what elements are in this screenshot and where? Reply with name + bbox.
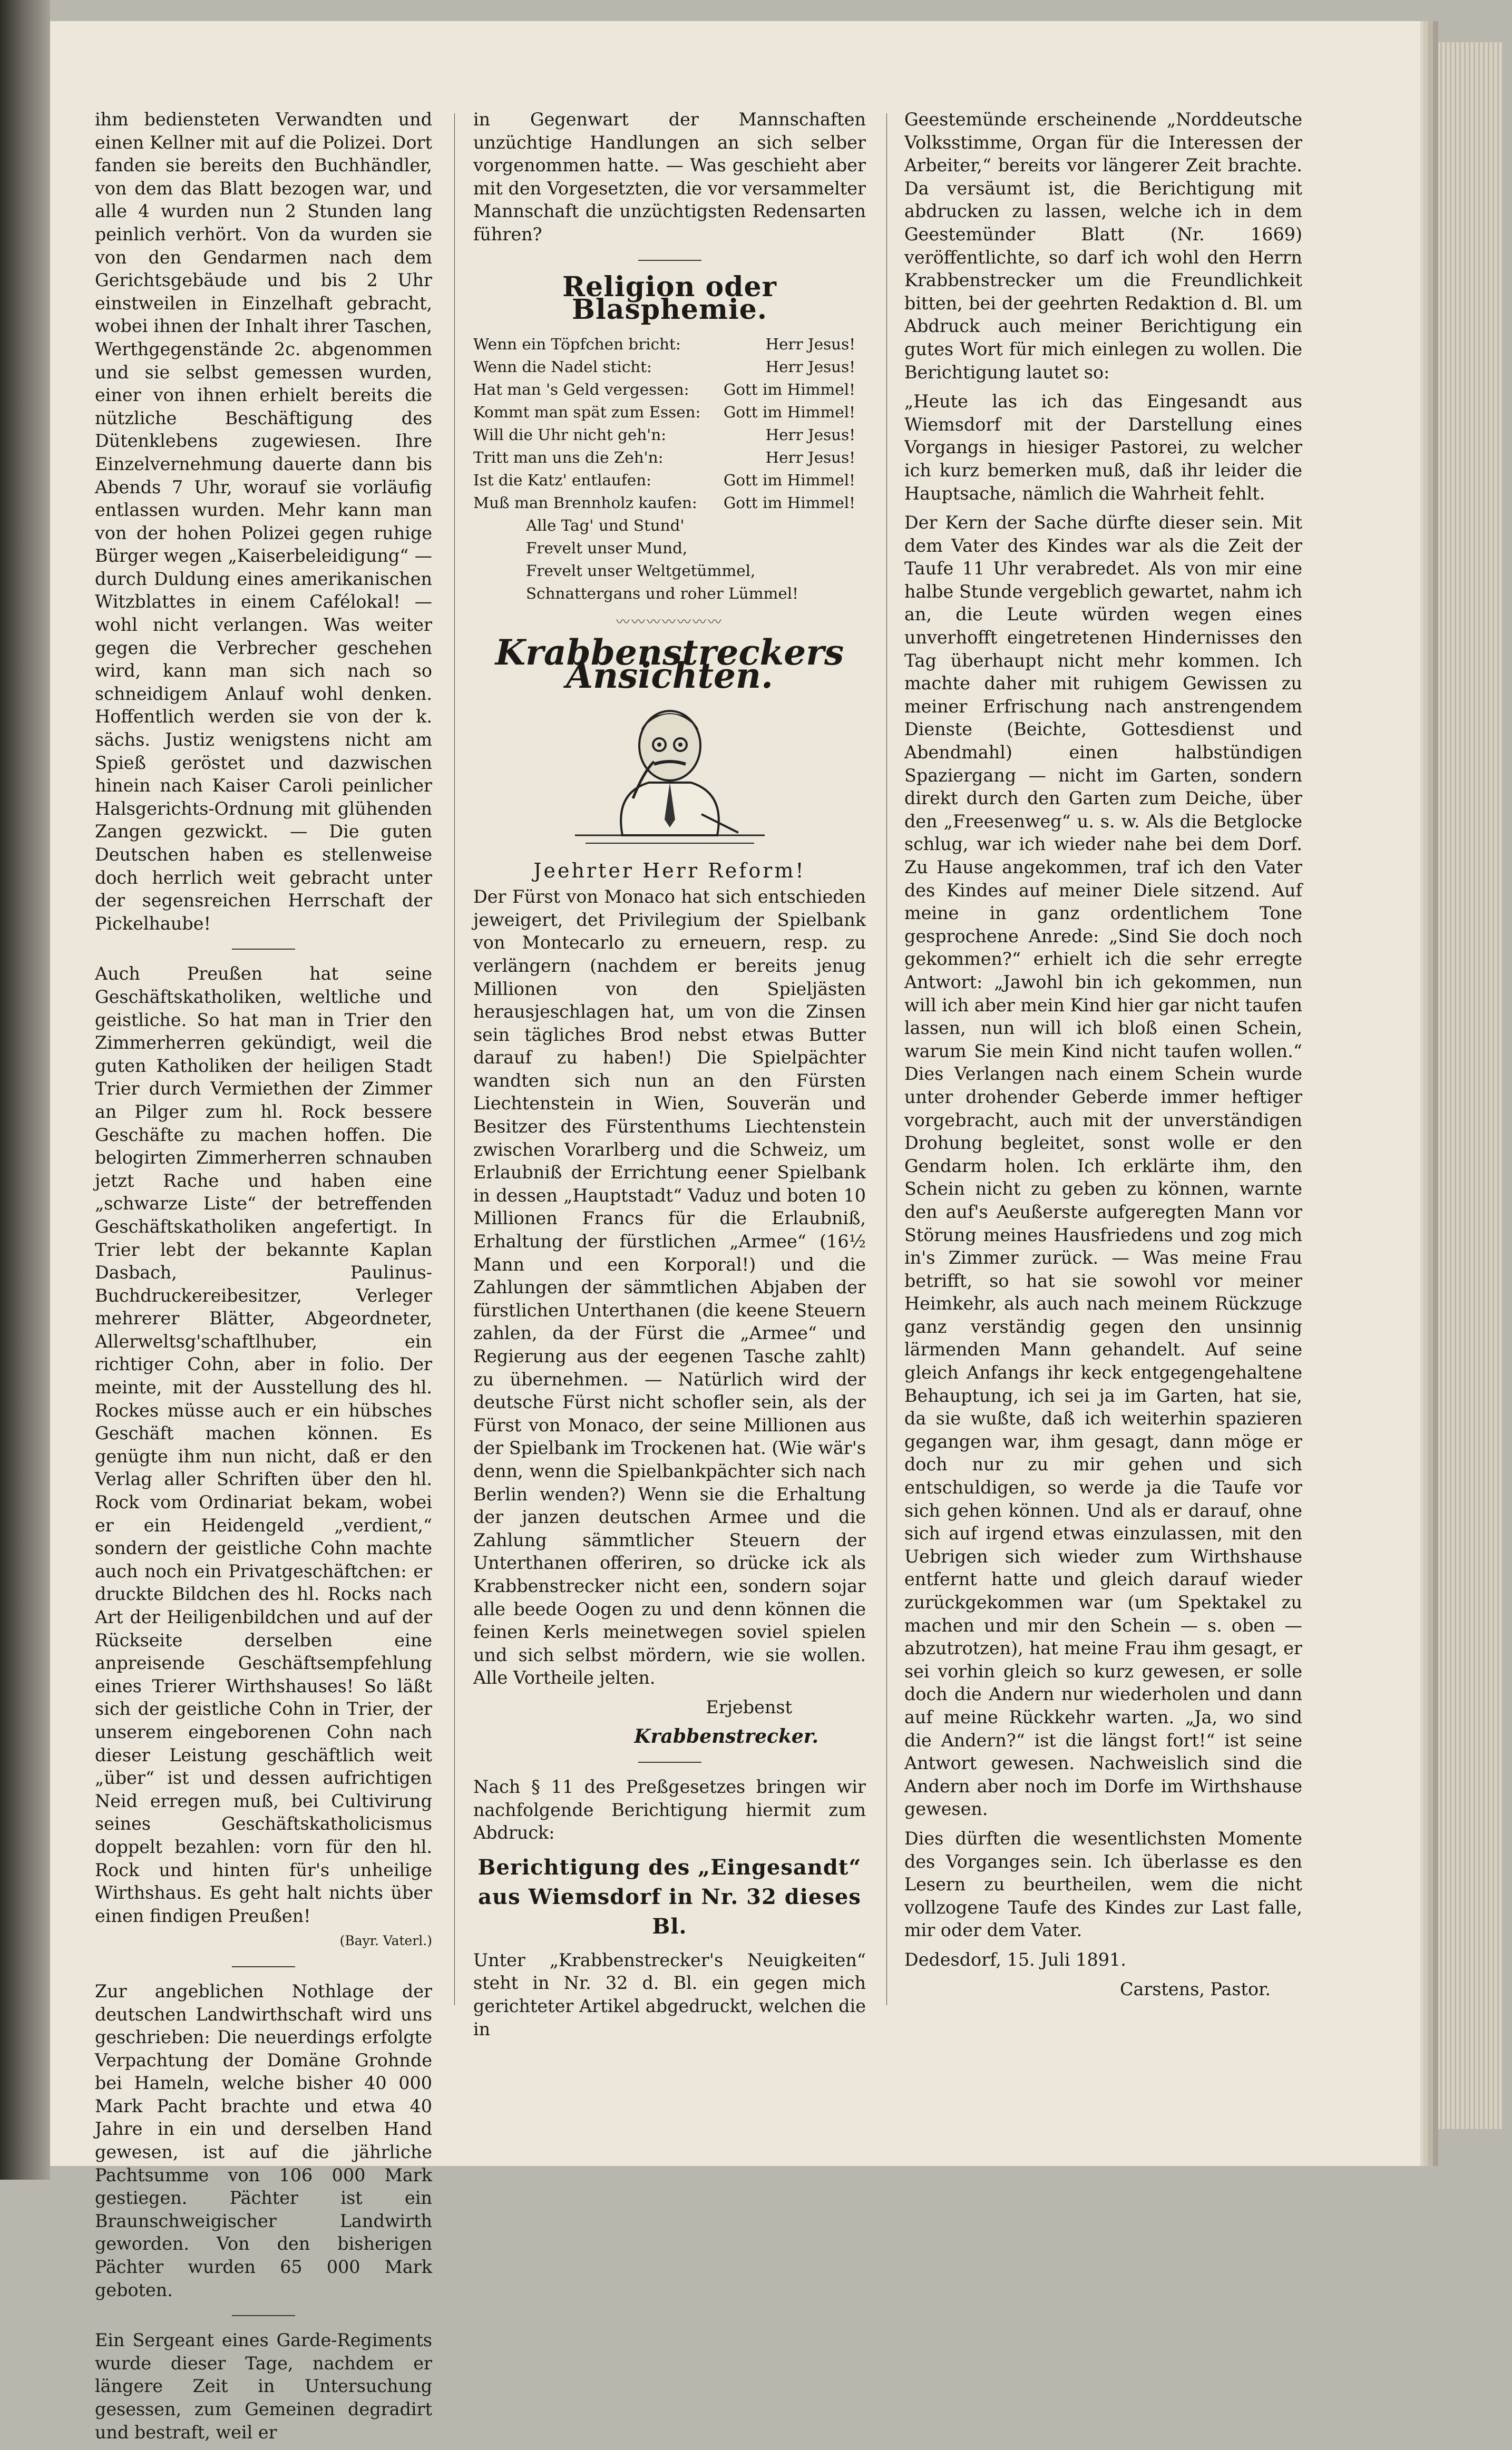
poem-tail-line: Frevelt unser Weltgetümmel,	[526, 561, 756, 580]
poem-answer: Herr Jesus!	[765, 335, 855, 353]
pastor-signature: Carstens, Pastor.	[1119, 1978, 1271, 1999]
article-police: ihm bediensteten Verwandten und einen Kellner mit auf die Polizei. Dort fanden sie bereits den Buchhändler, von dem das Blatt bezogen war, und alle 4 wurden nun 2 Stunden lang peinlich verhört. Von da wurden sie von den Gendarmen nach dem Gerichtsgebäude und bis 2 Uhr einstweilen in Einzelhaft gebracht, wobei ihnen der Inhalt ihrer Taschen, Werthgegenstände 2c. abgenommen und sie selbst gemessen wurden, einer von ihnen erhielt bereits die nützliche Beschäftigung des Dütenklebens zugewiesen. Ihre Einzelvernehmung dauerte dann bis Abends 7 Uhr, worauf sie vorläufig entlassen wurden. Mehr kann man von der hohen Polizei gegen ruhige Bürger wegen „Kaiserbeleidigung“ — durch Duldung eines amerikanischen Witzblattes in einem Cafélokal! — wohl nicht verlangen. Was weiter gegen die Verbrecher geschehen wird, kann man sich nach so schneidigem Anlauf wohl denken. Hoffentlich werden sie von der k. sächs. Justiz wenigstens nicht am Spieß geröstet und dazwischen hinein nach Kaiser Caroli peinlicher Halsgerichts-Ordnung mit glühenden Zangen gezwickt. — Die guten Deutschen haben es stellenweise doch herrlich weit gebracht unter der segensreichen Herrschaft der Pickelhaube!	[95, 109, 432, 934]
article-trier: Auch Preußen hat seine Geschäftskatholiken, weltliche und geistliche. So hat man in Trier den Zimmerherren gekündigt, weil die guten Katholiken der heiligen Stadt Trier durch Vermiethen der Zimmer an Pilger zum hl. Rock bessere Geschäfte zu machen hoffen. Die belogirten Zimmerherren schnauben jetzt Rache und haben eine „schwarze Liste“ der betreffenden Geschäftskatholiken angefertigt. In Trier lebt der bekannte Kaplan Dasbach, Paulinus-Buchdruckereibesitzer, Verleger mehrerer Blätter, Abgeordneter, Allerweltsg'schaftlhuber, ein richtiger Cohn, aber in folio. Der meinte, mit der Ausstellung des hl. Rockes müsse auch er ein hübsches Geschäft machen können. Es genügte ihm nun nicht, daß er den Verlag aller Schriften über den hl. Rock vom Ordinariat bekam, wobei er ein Heidengeld „verdient,“ sondern der geistliche Cohn machte auch noch ein Privatgeschäftchen: er druckte Bildchen des hl. Rocks nach Art der Heiligenbildchen und auf der Rückseite derselben eine anpreisende Geschäftsempfehlung eines Trierer Wirthshauses! So läßt sich der geistliche Cohn in Trier, der unserem eingeborenen Cohn nach dieser Leistung geschäftlich weit „über“ ist und dessen aufrichtigen Neid erregen muß, bei Cultivirung seines Geschäftskatholicismus doppelt bezahlen: vorn für den hl. Rock und hinten für's unheilige Wirthshaus. Es geht halt nichts über einen findigen Preußen!	[95, 963, 432, 1926]
poem-line	[473, 378, 866, 401]
ornament-divider: 〰〰〰〰〰〰〰	[616, 614, 723, 630]
poem-question: Hat man 's Geld vergessen:	[473, 380, 689, 398]
separator	[232, 2315, 295, 2316]
poem-question: Kommt man spät zum Essen:	[473, 403, 701, 421]
letter-greeting: Jeehrter Herr Reform!	[533, 858, 806, 882]
krabbenstrecker-illustration	[564, 693, 775, 851]
correction-body: Der Kern der Sache dürfte dieser sein. Mit dem Vater des Kindes war als die Zeit der Taufe 11 Uhr verabredet. Als von mir eine halbe Stunde vergeblich gewartet, nahm ich an, die Leute würden wegen eines unverhofft eingetretenen Hindernisses den Tag überhaupt nicht mehr kommen. Ich machte daher mit ruhigem Gewissen zu meiner Erfrischung nach anstrengendem Dienste (Beichte, Gottesdienst und Abendmahl) einen halbstündigen Spaziergang — nicht im Garten, sondern direkt durch den Garten zum Deiche, über den „Freesenweg“ u. s. w. Als die Betglocke schlug, war ich wieder nahe bei dem Dorf. Zu Hause angekommen, traf ich den Vater des Kindes auf meiner Diele sitzend. Auf meine in ganz ordentlichem Tone gesprochene Anrede: „Sind Sie doch noch gekommen?“ erhielt ich die sehr erregte Antwort: „Jawohl bin ich gekommen, nun will ich aber mein Kind hier gar nicht taufen lassen, nun will ich bloß einen Schein, warum Sie mein Kind nicht taufen wollen.“ Dies Verlangen nach einem Schein wurde unter drohender Geberde immer heftiger vorgebracht, auch mit der unverständigen Drohung begleitet, sonst wolle er den Gendarm holen. Ich erklärte ihm, den Schein nicht zu geben zu können, warnte den auf's Aeußerste aufgeregten Mann vor Störung meines Hausfriedens und zog mich in's Zimmer zurück. — Was meine Frau betrifft, so hat sie sowohl vor meiner Heimkehr, als auch nach meinem Rückzuge ganz verständig gegen den unsinnig lärmenden Mann gehandelt. Auf seine gleich Anfangs ihr keck entgegengehaltene Behauptung, ich sei ja im Garten, hat sie, da sie wußte, daß ich weiterhin spazieren gegangen war, ihm gesagt, dann möge er doch nur zu mir gehen und sich entschuldigen, so werde ja die Taufe vor sich gehen können. Und als er darauf, ohne sich auf irgend etwas einzulassen, mit den Uebrigen sich wieder zum Wirthshause entfernt hatte und gleich darauf wieder zurückgekommen war (um Spektakel zu machen und mir den Schein — s. oben — abzutrotzen), hat meine Frau ihm gesagt, er sei vorhin gleich so kurz gewesen, er solle doch die Andern nur wiederholen und dann auf meine Rückkehr warten. „Ja, wo sind die Andern?“ ist die längst fort!“ ist seine Antwort gewesen. Nachweislich sind die Andern aber noch im Dorfe im Wirthshause gewesen.	[904, 512, 1302, 1820]
letter-closing: Erjebenst	[706, 1696, 792, 1717]
article-agriculture: Zur angeblichen Nothlage der deutschen Landwirthschaft wird uns geschrieben: Die neuerdings erfolgte Verpachtung der Domäne Grohnde bei Hameln, welche bisher 40 000 Mark Pacht brachte und etwa 40 Jahre in ein und derselben Hand gewesen, ist auf die jährliche Pachtsumme von 106 000 Mark gestiegen. Pächter ist ein Braunschweigischer Landwirth geworden. Von den bisherigen Pächter wurden 65 000 Mark geboten.	[95, 1980, 432, 2300]
poem-answer: Gott im Himmel!	[723, 493, 855, 512]
poem-answer: Herr Jesus!	[765, 448, 855, 466]
poem-line	[473, 469, 866, 492]
krabbenstrecker-letter: Der Fürst von Monaco hat sich entschieden jeweigert, det Privilegium der Spielbank von Montecarlo zu erneuern, resp. zu verlängern (nachdem er bereits jenug Millionen von den Spieljästen herausjeschlagen hat, um von die Zinsen sein tägliches Brod nebst etwas Butter darauf zu haben!) Die Spielpächter wandten sich nun an den Fürsten Liechtenstein in Wien, Souverän und Besitzer des Fürstenthums Liechtenstein zwischen Vorarlberg und die Schweiz, um Erlaubniß der Errichtung eener Spielbank in dessen „Hauptstadt“ Vaduz und boten 10 Millionen Francs für die Erlaubniß, Erhaltung der fürstlichen „Armee“ (16½ Mann und een Korporal!) und die Zahlungen der sämmtlichen Abjaben der fürstlichen Unterthanen (die keene Steuern zahlen, da der Fürst die „Armee“ und Regierung aus der eegenen Tasche zahlt) zu übernehmen. — Natürlich wird der deutsche Fürst nicht schofler sein, als der Fürst von Monaco, der seine Millionen aus der Spielbank im Trockenen hat. (Wie wär's denn, wenn die Spielbankpächter sich nach Berlin wenden?) Wenn sie die Erhaltung der janzen deutschen Armee und die Zahlung sämmtlicher Steuern der Unterthanen offeriren, so drücke ick als Krabbenstrecker nicht een, sondern sojar alle beede Oogen zu und denn können die feinen Kerls meinetwegen soviel spielen und sich selbst mördern, wie sie wollen. Alle Vortheile jelten.	[473, 886, 866, 1688]
separator	[232, 949, 295, 950]
separator	[638, 260, 701, 261]
poem-question: Wenn die Nadel sticht:	[473, 357, 652, 376]
section-title: Krabbenstreckers Ansichten.	[495, 632, 844, 696]
column-rule-1	[454, 113, 455, 2005]
poem-tail-line: Alle Tag' und Stund'	[526, 516, 685, 534]
poem-tail-line: Frevelt unser Mund,	[526, 539, 688, 557]
poem-tail	[473, 514, 866, 605]
poem-question: Will die Uhr nicht geh'n:	[473, 425, 667, 444]
poem	[473, 333, 866, 514]
poem-question: Ist die Katz' entlaufen:	[473, 471, 652, 489]
letter-signature: Krabbenstrecker.	[634, 1725, 818, 1748]
correction-intro: Unter „Krabbenstrecker's Neuigkeiten“ steht in Nr. 32 d. Bl. ein gegen mich gerichteter Artikel abgedruckt, welchen die in	[473, 1949, 866, 2039]
column-1	[95, 108, 432, 2450]
poem-answer: Herr Jesus!	[765, 425, 855, 444]
correction-conclusion: Dies dürften die wesentlichsten Momente des Vorganges sein. Ich überlasse es den Lesern zu beurtheilen, wem die nicht vollzogene Taufe des Kindes zur Last falle, mir oder dem Vater.	[904, 1828, 1302, 1941]
separator	[638, 1762, 701, 1763]
press-law-notice: Nach § 11 des Preßgesetzes bringen wir nachfolgende Berichtigung hiermit zum Abdruck:	[473, 1777, 866, 1843]
poem-question: Muß man Brennholz kaufen:	[473, 493, 697, 512]
poem-line	[473, 492, 866, 514]
column-3	[904, 108, 1302, 2007]
poem-answer: Gott im Himmel!	[723, 403, 855, 421]
poem-line	[473, 333, 866, 356]
poem-question: Wenn ein Töpfchen bricht:	[473, 335, 681, 353]
poem-answer: Gott im Himmel!	[723, 471, 855, 489]
article-sergeant: Ein Sergeant eines Garde-Regiments wurde dieser Tage, nachdem er längere Zeit in Untersuchung gesessen, zum Gemeinen degradirt und bestraft, weil er	[95, 2330, 432, 2443]
article-sergeant-cont: in Gegenwart der Mannschaften unzüchtige Handlungen an sich selber vorgenommen hatte. — Was geschieht aber mit den Vorgesetzten, die vor versammelter Mannschaft die unzüchtigsten Redensarten führen?	[473, 109, 866, 245]
source-credit: (Bayr. Vaterl.)	[339, 1933, 432, 1949]
separator	[232, 1966, 295, 1967]
book-binding	[0, 0, 50, 2180]
correction-quote: „Heute las ich das Eingesandt aus Wiemsdorf mit der Darstellung eines Vorgangs in hiesiger Pastorei, zu welcher ich kurz bemerken muß, daß ihr leider die Hauptsache, nämlich die Wahrheit fehlt.	[904, 391, 1302, 504]
poem-line	[473, 356, 866, 378]
page-edges	[1423, 42, 1502, 2129]
poem-line	[473, 424, 866, 446]
column-rule-2	[886, 113, 887, 2005]
poem-title: Religion oder Blasphemie.	[562, 270, 777, 326]
correction-date: Dedesdorf, 15. Juli 1891.	[904, 1949, 1126, 1970]
poem-answer: Herr Jesus!	[765, 357, 855, 376]
correction-cont: Geestemünde erscheinende „Norddeutsche Volksstimme, Organ für die Interessen der Arbeiter,“ bereits vor längerer Zeit brachte. Da versäumt ist, die Berichtigung mit abdrucken zu lassen, welche ich in dem Geestemünder Blatt (Nr. 1669) veröffentlichte, so darf ich wohl den Herrn Krabbenstrecker um die Freundlichkeit bitten, bei der geehrten Redaktion d. Bl. um Abdruck auch meiner Berichtigung ein gutes Wort für mich einlegen zu wollen. Die Berichtigung lautet so:	[904, 109, 1302, 383]
poem-line	[473, 401, 866, 424]
column-2	[473, 108, 866, 2047]
poem-tail-line: Schnattergans und roher Lümmel!	[526, 584, 798, 602]
poem-line	[473, 446, 866, 469]
poem-answer: Gott im Himmel!	[723, 380, 855, 398]
correction-title: Berichtigung des „Eingesandt“ aus Wiemsdorf in Nr. 32 dieses Bl.	[477, 1854, 862, 1939]
poem-question: Tritt man uns die Zeh'n:	[473, 448, 664, 466]
